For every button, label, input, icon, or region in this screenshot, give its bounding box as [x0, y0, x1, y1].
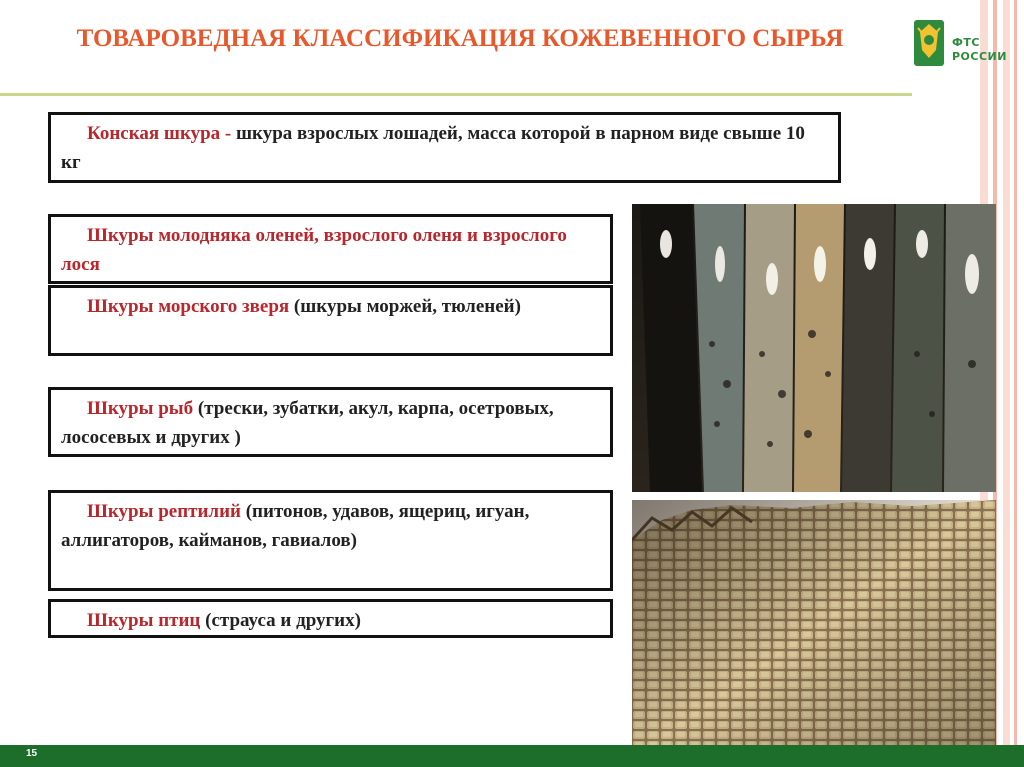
footer-bar: [0, 745, 1024, 767]
list-item: [48, 490, 613, 591]
title-divider: [0, 93, 912, 96]
item-desc: (питонов, удавов, ящериц, игуан, аллигаторов, кайманов, гавиалов): [61, 501, 530, 551]
page-number: 15: [26, 748, 38, 759]
item-desc: (страуса и других): [200, 610, 361, 631]
item-term: Шкуры рептилий: [87, 501, 241, 522]
slide-title: ТОВАРОВЕДНАЯ КЛАССИФИКАЦИЯ КОЖЕВЕННОГО СЫРЬЯ: [76, 25, 844, 52]
item-term: Шкуры птиц: [87, 610, 201, 631]
fish-skins-photo: [632, 204, 996, 492]
decor-stripe: [1003, 0, 1010, 767]
item-desc: (шкуры моржей, тюленей): [289, 296, 521, 317]
item-desc: шкура взрослых лошадей, масса которой в парном виде свыше 10 кг: [61, 123, 805, 173]
item-term: Шкуры молодняка оленей, взрослого оленя и взрослого лося: [61, 225, 567, 275]
item-desc: (трески, зубатки, акул, карпа, осетровых, лососевых и других ): [61, 398, 554, 448]
decor-stripe: [1014, 0, 1017, 767]
list-item: [48, 387, 613, 457]
item-term: Конская шкура -: [87, 123, 232, 144]
list-item: [48, 112, 841, 183]
list-item: [48, 214, 613, 284]
item-term: Шкуры морского зверя: [87, 296, 290, 317]
item-term: Шкуры рыб: [87, 398, 194, 419]
logo-text: ФТС: [952, 36, 980, 49]
reptile-skin-photo: [632, 500, 996, 758]
logo-text: РОССИИ: [952, 50, 1007, 63]
list-item: [48, 599, 613, 638]
list-item: [48, 285, 613, 356]
